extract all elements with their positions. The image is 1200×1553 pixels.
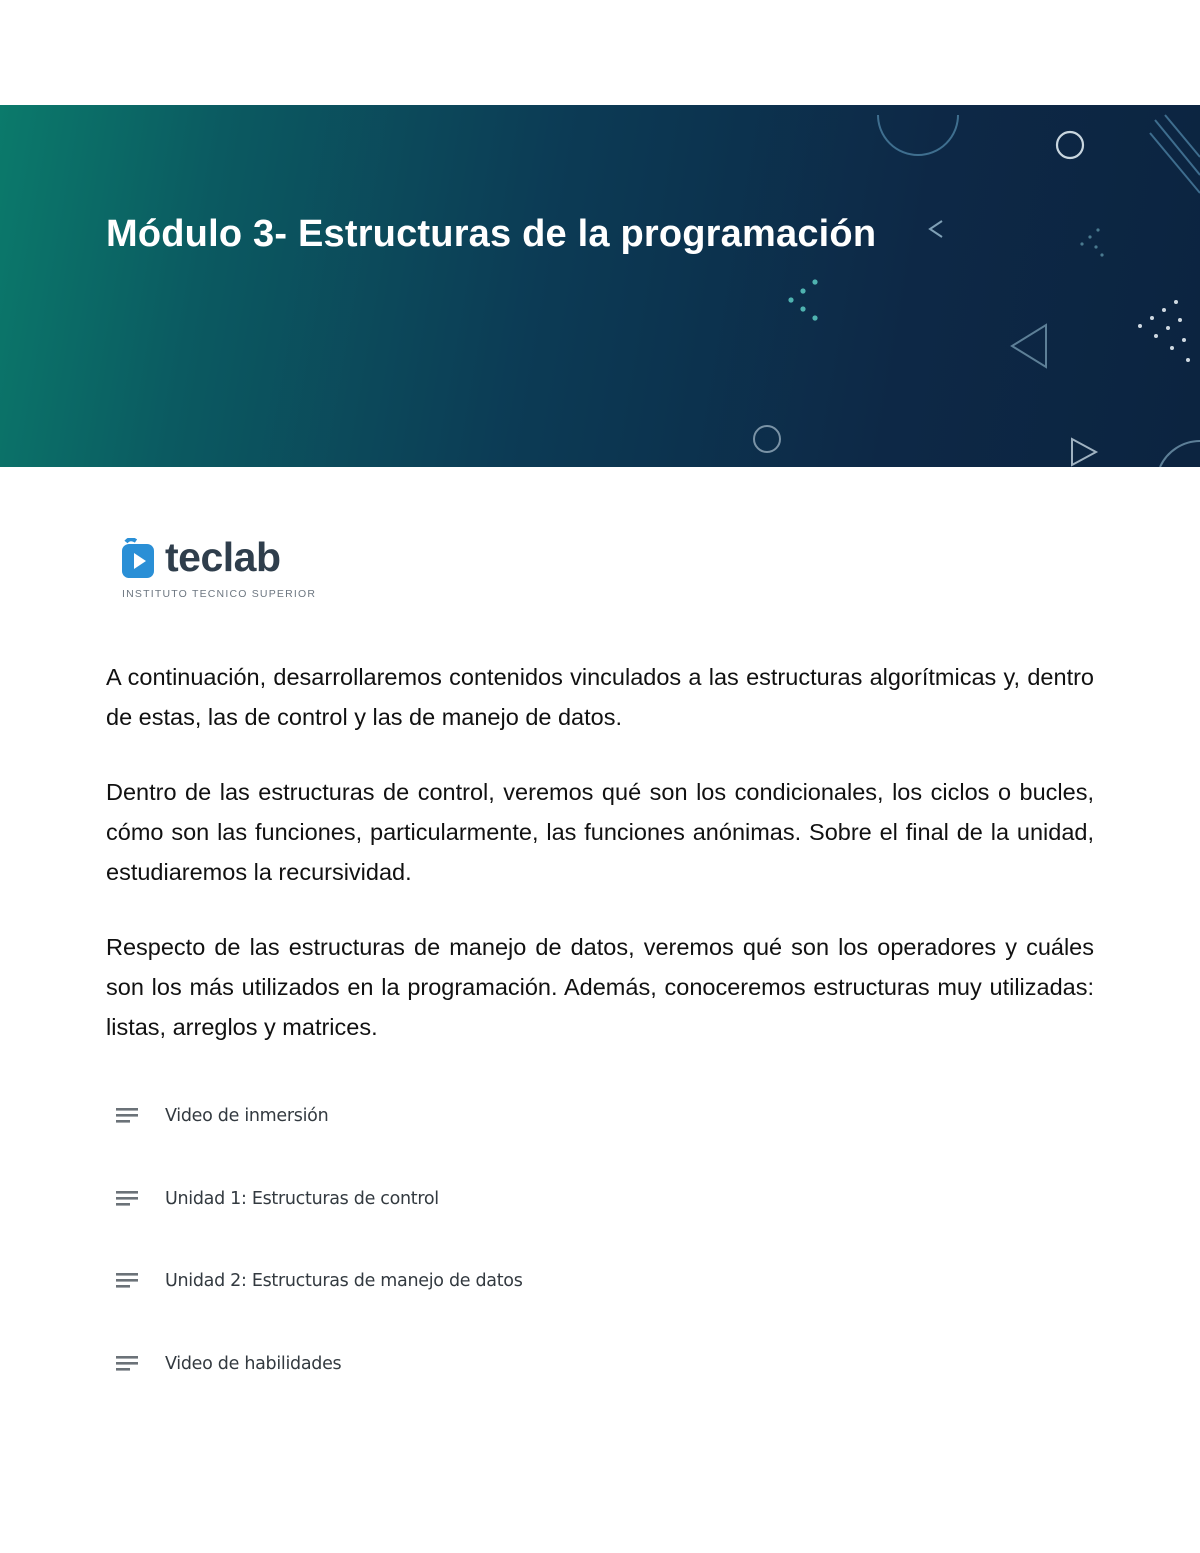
page-title: Módulo 3- Estructuras de la programación bbox=[106, 213, 877, 255]
module-contents-list bbox=[116, 1094, 816, 1424]
dot-cluster-light bbox=[1138, 300, 1190, 362]
diagonal-line-2 bbox=[1165, 115, 1200, 157]
toc-item-video-inmersion[interactable] bbox=[116, 1094, 816, 1138]
toc-item-label: Unidad 2: Estructuras de manejo de datos bbox=[165, 1271, 523, 1291]
intro-paragraph: Dentro de las estructuras de control, veremos qué son los condicionales, los ciclos o bucles, cómo son las funciones, particularmente, las funciones anónimas. Sobre el final de la unidad, estudiaremos la recursividad. bbox=[106, 779, 1094, 885]
intro-section bbox=[106, 657, 1094, 1082]
intro-paragraph: A continuación, desarrollaremos contenidos vinculados a las estructuras algorítmicas y, dentro de estas, las de control y las de manejo de datos. bbox=[106, 664, 1094, 730]
logo-subtitle: INSTITUTO TECNICO SUPERIOR bbox=[122, 588, 317, 600]
text-lines-icon bbox=[116, 1354, 140, 1374]
half-circle-shape bbox=[878, 115, 958, 155]
dot-cluster-teal bbox=[788, 279, 817, 320]
text-lines-icon bbox=[116, 1271, 140, 1291]
intro-paragraph: Respecto de las estructuras de manejo de datos, veremos qué son los operadores y cuáles son los más utilizados en la programación. Además, conoceremos estructuras muy utilizadas: listas, arreglos y matrices. bbox=[106, 934, 1094, 1040]
toc-item-unidad-1[interactable] bbox=[116, 1177, 816, 1221]
triangle-right-shape bbox=[1072, 439, 1096, 465]
toc-item-label: Video de habilidades bbox=[165, 1353, 342, 1374]
teclab-logo bbox=[120, 534, 320, 608]
dot-cluster-dim bbox=[1080, 228, 1103, 256]
logo-wordmark: teclab bbox=[165, 534, 281, 580]
ring-shape-small bbox=[754, 426, 780, 452]
arc-corner-shape bbox=[1160, 441, 1200, 467]
text-lines-icon bbox=[116, 1106, 140, 1126]
diagonal-line-3 bbox=[1150, 133, 1200, 193]
play-icon bbox=[120, 538, 160, 582]
text-lines-icon bbox=[116, 1189, 140, 1209]
chevron-shape bbox=[930, 221, 942, 237]
toc-item-video-habilidades[interactable] bbox=[116, 1342, 816, 1386]
header-banner bbox=[0, 105, 1200, 467]
toc-item-label: Unidad 1: Estructuras de control bbox=[165, 1188, 439, 1209]
ring-shape bbox=[1057, 132, 1083, 158]
triangle-left-shape bbox=[1012, 325, 1046, 367]
banner-decoration bbox=[0, 105, 1200, 467]
toc-item-unidad-2[interactable] bbox=[116, 1259, 816, 1303]
toc-item-label: Video de inmersión bbox=[165, 1106, 329, 1126]
